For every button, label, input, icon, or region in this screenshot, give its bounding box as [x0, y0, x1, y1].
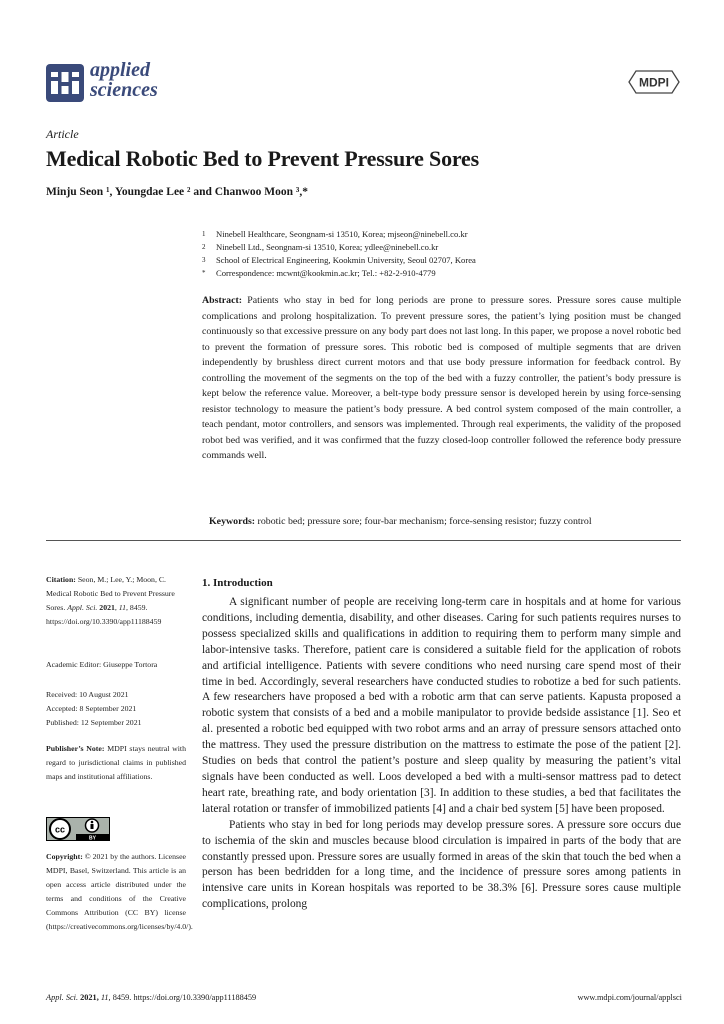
by-text: BY	[89, 835, 96, 841]
body-text	[202, 595, 681, 913]
cc-by-license-icon[interactable]	[46, 817, 110, 841]
affiliation-item	[202, 228, 682, 241]
affiliation-text: School of Electrical Engineering, Kookmin University, Seoul 02707, Korea	[216, 255, 476, 265]
mdpi-logo	[628, 70, 680, 94]
cc-text: cc	[54, 824, 66, 835]
article-authors: Minju Seon ¹, Youngdae Lee ² and Chanwoo Moon ³,*	[46, 186, 309, 198]
abstract-text: Patients who stay in bed for long periods are prone to pressure sores. Pressure sores cause multiple complications and prolong hospitalization. To prevent pressure sores, the patient’s lying position must be changed continuously so that excessive pressure on any body part does not last long. In this paper, we propose a novel robotic bed to prevent the formation of pressure sores. This robotic bed is composed of multiple segments that are driven independently by brushless direct current motors and that use body pressure information for feedback control. By controlling the movement of the segments on the top of the bed with a fuzzy controller, the patient’s body pressure is kept below the reference value. Moreover, a belt-type body pressure sensor is developed herein by using force-sensing resistor technology to measure the patient’s body pressure. A bed control system composed of the main controller, a teach pendant, motor controllers, and sensors was implemented. Through real experiments, the validity of the proposed robot bed was verified, and it was confirmed that the fuzzy closed-loop controller followed the reference body pressure commands well.	[202, 295, 682, 461]
affiliation-text: Ninebell Ltd., Seongnam-si 13510, Korea; ydlee@ninebell.co.kr	[216, 242, 439, 252]
publisher-note-text: MDPI stays neutral with regard to jurisdictional claims in published maps and institutional affiliations.	[46, 744, 186, 781]
affiliation-mark: 2	[202, 243, 206, 251]
journal-logo	[46, 59, 176, 106]
affiliation-item	[202, 254, 682, 267]
citation-volume: 11	[118, 603, 127, 612]
affiliation-mark: 3	[202, 256, 206, 264]
article-type: Article	[46, 127, 79, 141]
affiliation-item	[202, 267, 682, 280]
journal-name-line2: sciences	[90, 79, 158, 101]
abstract	[202, 293, 681, 464]
citation-year: 2021	[99, 603, 115, 612]
footer-journal: Appl. Sci.	[46, 993, 79, 1002]
affiliation-mark: *	[202, 269, 206, 277]
footer-doi-link[interactable]: 8459. https://doi.org/10.3390/app11188459	[112, 993, 257, 1002]
dates-block	[46, 688, 186, 730]
keywords	[209, 514, 681, 529]
publisher-note	[46, 742, 186, 784]
academic-editor: Academic Editor: Giuseppe Tortora	[46, 660, 158, 669]
footer-year: 2021,	[80, 993, 99, 1002]
footer-citation	[46, 993, 256, 1002]
footer-journal-url[interactable]: www.mdpi.com/journal/applsci	[577, 993, 682, 1002]
publisher-note-label: Publisher’s Note:	[46, 744, 105, 753]
accepted-date: Accepted: 8 September 2021	[46, 704, 137, 713]
section-heading: 1. Introduction	[202, 577, 273, 589]
journal-name	[90, 60, 158, 100]
affiliation-mark: 1	[202, 230, 206, 238]
keywords-label: Keywords:	[209, 516, 256, 527]
affiliation-text: Ninebell Healthcare, Seongnam-si 13510, Korea; mjseon@ninebell.co.kr	[216, 229, 468, 239]
abstract-label: Abstract:	[202, 295, 243, 306]
affiliation-item	[202, 241, 682, 254]
citation-authors: Seon, M.; Lee, Y.; Moon, C. Medical Robotic Bed to Prevent Pressure Sores.	[46, 575, 175, 612]
mdpi-logo-text: MDPI	[639, 75, 669, 90]
copyright-block	[46, 850, 193, 934]
journal-emblem-icon	[46, 64, 84, 102]
citation-journal: Appl. Sci.	[67, 603, 98, 612]
copyright-text: © 2021 by the authors. Licensee MDPI, Basel, Switzerland. This article is an open access article distributed under the terms and conditions of the Creative Commons Attribution (CC BY) license (https://creativecommons.org/licenses/by/4.0/).	[46, 852, 193, 931]
body-paragraph: A significant number of people are receiving long-term care in hospitals and at home for various conditions, including dementia, disability, and other diseases. Caring for such patients requires nurses to possess specialized skills and qualifications in addition to requiring them to perform many simple and labor-intensive tasks. Therefore, patient care is considered a suitable field for the application of robots and artificial intelligence. Patients with severe conditions who need nursing care spend most of their time in bed. Accordingly, several researchers have conducted studies to robotize a bed for such patients. A few researchers have proposed a bed with a robotic arm that can serve patients. Kapusta proposed a robotic system that consists of a bed and a mobile manipulator to provide bedside assistance [1]. Seo et al. presented a robotic bed equipped with two robot arms and an array of pressure sensors attached onto the mattress. They used the pressure distribution on the mattress to estimate the pose of the patient [2]. Studies on beds that control the patient’s posture and sleep quality by measuring the patient’s vital signals have been conducted as well. Loos developed a bed with a multi-sensor mattress pad to detect heart rate, breathing rate, and body orientation [3]. In addition to these studies, a bed that facilitates the lateral rotation or transfer of immobilized patients [4] and a chair bed system [5] have been proposed.	[202, 596, 681, 815]
citation-label: Citation:	[46, 575, 76, 584]
affiliation-text: Correspondence: mcwnt@kookmin.ac.kr; Tel.: +82-2-910-4779	[216, 268, 436, 278]
body-paragraph: Patients who stay in bed for long periods may develop pressure sores. A pressure sore occurs due to ischemia of the skin and muscles because blood circulation is impaired in parts of the body that are constantly pressed upon. Pressure sores are usually formed in areas of the skin that touch the bed when a person has been bedridden for a long time, and the incidence of pressure sores among patients in intensive care units in Korean hospitals was reported to be 38.3% [6]. Pressure sores cause multiple complications, prolong	[202, 818, 681, 911]
journal-name-line1: applied	[90, 59, 150, 81]
divider	[46, 540, 681, 541]
copyright-label: Copyright:	[46, 852, 83, 861]
citation-block: Citation: Seon, M.; Lee, Y.; Moon, C. Medical Robotic Bed to Prevent Pressure Sores. Appl. Sci. 2021, 11, 8459. https://doi.org/10.3390/app11188459	[46, 575, 175, 626]
citation-doi-link[interactable]: 8459. https://doi.org/10.3390/app11188459	[46, 603, 162, 626]
article-title: Medical Robotic Bed to Prevent Pressure Sores	[46, 146, 479, 171]
received-date: Received: 10 August 2021	[46, 690, 129, 699]
keywords-text: robotic bed; pressure sore; four-bar mechanism; force-sensing resistor; fuzzy control	[257, 516, 592, 527]
footer-volume: 11,	[100, 993, 111, 1002]
affiliations	[202, 228, 682, 280]
published-date: Published: 12 September 2021	[46, 718, 142, 727]
